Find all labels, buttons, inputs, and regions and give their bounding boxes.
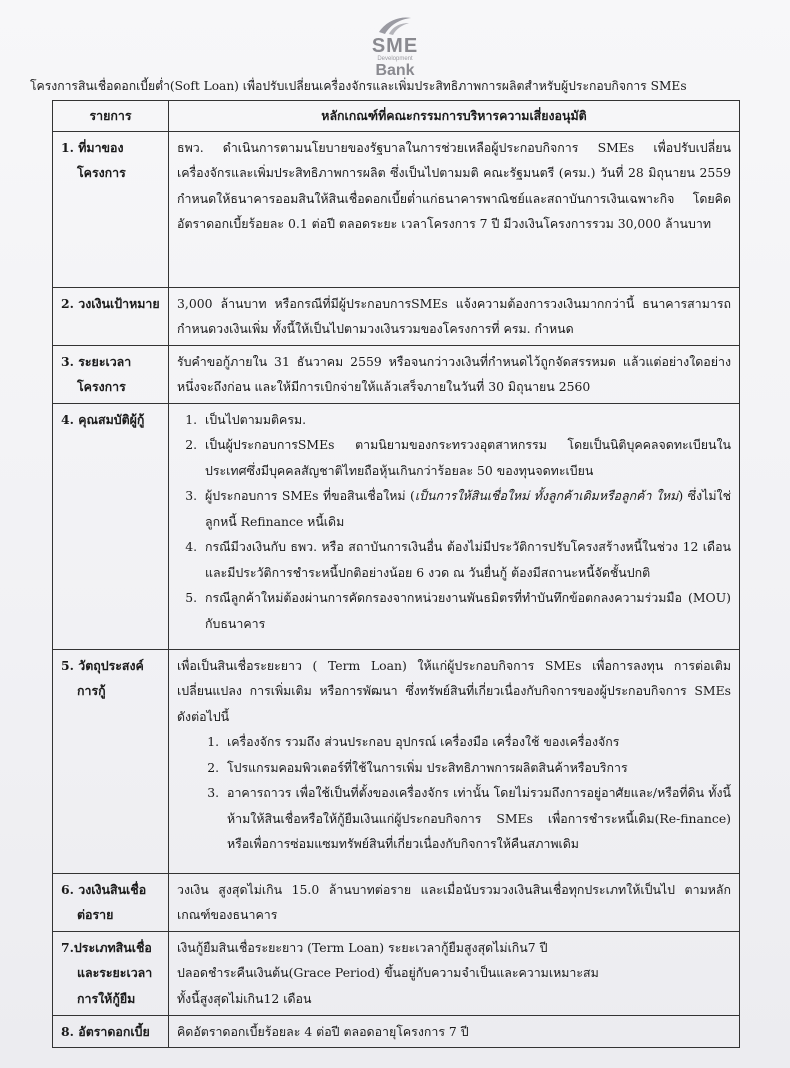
row-label-line: 6. วงเงินสินเชื่อ <box>61 881 147 897</box>
qualification-list <box>177 407 731 637</box>
row-label-line: 3. ระยะเวลา <box>61 353 132 369</box>
row-content <box>169 649 740 873</box>
list-item: 4. กรณีมีวงเงินกับ ธพว. หรือ สถาบันการเงินอื่น ต้องไม่มีประวัติการปรับโครงสร้างหนี้ในช่วง 12 เดือน และมีประวัติการชำระหนี้ปกติอย่างน้อย 6 งวด ณ วันยื่นกู้ ต้องมีสถานะหนี้จัดชั้นปกติ <box>201 534 731 585</box>
row-label <box>53 345 169 403</box>
list-item: 3. อาคารถาวร เพื่อใช้เป็นที่ตั้งของเครื่องจักร เท่านั้น โดยไม่รวมถึงการอยู่อาศัยและ/หรือที่ดิน ทั้งนี้ ห้ามให้สินเชื่อหรือให้กู้ยืมเงินแก่ผู้ประกอบกิจการ SMEs เพื่อการชำระหนี้เดิม(Re-finance) หรือเพื่อการซ่อมแซมทรัพย์สินที่เกี่ยวเนื่องกับกิจการให้คืนสภาพเดิม <box>223 780 731 857</box>
row-label-line: การกู้ <box>77 683 106 698</box>
row-label-line: 5. วัตถุประสงค์ <box>61 657 144 673</box>
table-row <box>53 403 740 649</box>
sme-bank-logo <box>0 14 790 79</box>
row-label-line: และระยะเวลา <box>77 965 153 980</box>
row-content <box>169 931 740 1015</box>
list-item: 1. เครื่องจักร รวมถึง ส่วนประกอบ อุปกรณ์ เครื่องมือ เครื่องใช้ ของเครื่องจักร <box>223 729 731 755</box>
row-text: คิดอัตราดอกเบี้ยร้อยละ 4 ต่อปี ตลอดอายุโครงการ 7 ปี <box>169 1015 740 1048</box>
row-line: ปลอดชำระคืนเงินต้น(Grace Period) ขึ้นอยู่กับความจำเป็นและความเหมาะสม <box>177 965 599 980</box>
logo-bank-text: Bank <box>375 62 415 79</box>
list-item: 2. โปรแกรมคอมพิวเตอร์ที่ใช้ในการเพิ่ม ประสิทธิภาพการผลิตสินค้าหรือบริการ <box>223 755 731 781</box>
column-header-criteria: หลักเกณฑ์ที่คณะกรรมการบริหารความเสี่ยงอนุมัติ <box>169 101 740 132</box>
logo-subtext: Development <box>377 56 413 62</box>
row-label-line: โครงการ <box>77 165 126 180</box>
column-header-item: รายการ <box>53 101 169 132</box>
table-row <box>53 1015 740 1048</box>
objective-intro: เพื่อเป็นสินเชื่อระยะยาว ( Term Loan) ให้แก่ผู้ประกอบกิจการ SMEs เพื่อการลงทุน การต่อเติมเปลี่ยนแปลง การเพิ่มเติม หรือการพัฒนา ซึ่งทรัพย์สินที่เกี่ยวเนื่องกับกิจการของผู้ประกอบกิจการ SMEs ดังต่อไปนี้ <box>177 657 731 724</box>
row-label-line: 8. อัตราดอกเบี้ย <box>61 1023 150 1039</box>
list-item <box>201 483 731 534</box>
table-row <box>53 287 740 345</box>
table-row <box>53 873 740 931</box>
list-item-text: ผู้ประกอบการ SMEs ที่ขอสินเชื่อใหม่ (เป็นการให้สินเชื่อใหม่ ทั้งลูกค้าเดิมหรือลูกค้า ใหม่) ซึ่งไม่ใช่ลูกหนี้ Refinance หนี้เดิม <box>205 488 731 529</box>
row-label <box>53 287 169 345</box>
row-label-line: โครงการ <box>77 379 126 394</box>
row-label <box>53 873 169 931</box>
row-text: รับคำขอกู้ภายใน 31 ธันวาคม 2559 หรือจนกว่าวงเงินที่กำหนดไว้ถูกจัดสรรหมด แล้วแต่อย่างใดอย่างหนึ่งจะถึงก่อน และให้มีการเบิกจ่ายให้แล้วเสร็จภายในวันที่ 30 มิถุนายน 2560 <box>169 345 740 403</box>
row-label <box>53 403 169 649</box>
row-label-line: 2. วงเงินเป้าหมาย <box>61 295 160 311</box>
row-content <box>169 403 740 649</box>
row-line: ทั้งนี้สูงสุดไม่เกิน12 เดือน <box>177 990 312 1006</box>
table-row <box>53 345 740 403</box>
table-row <box>53 649 740 873</box>
swoosh-icon <box>375 14 415 36</box>
document-title: โครงการสินเชื่อดอกเบี้ยต่ำ(Soft Loan) เพื่อปรับเปลี่ยนเครื่องจักรและเพิ่มประสิทธิภาพการผลิตสำหรับผู้ประกอบกิจการ SMEs <box>30 79 687 93</box>
row-line: เงินกู้ยืมสินเชื่อระยะยาว (Term Loan) ระยะเวลากู้ยืมสูงสุดไม่เกิน7 ปี <box>177 939 548 955</box>
list-item: 5. กรณีลูกค้าใหม่ต้องผ่านการคัดกรองจากหน่วยงานพันธมิตรที่ทำบันทึกข้อตกลงความร่วมมือ (MOU) กับธนาคาร <box>201 585 731 636</box>
objective-list <box>177 729 731 857</box>
row-text: วงเงิน สูงสุดไม่เกิน 15.0 ล้านบาทต่อราย และเมื่อนับรวมวงเงินสินเชื่อทุกประเภทให้เป็นไป ตามหลักเกณฑ์ของธนาคาร <box>169 873 740 931</box>
table-header-row <box>53 101 740 132</box>
row-label <box>53 1015 169 1048</box>
row-text: 3,000 ล้านบาท หรือกรณีที่มีผู้ประกอบการSMEs แจ้งความต้องการวงเงินมากกว่านี้ ธนาคารสามารถกำหนดวงเงินเพิ่ม ทั้งนี้ให้เป็นไปตามวงเงินรวมของโครงการที่ ครม. กำหนด <box>169 287 740 345</box>
table-row <box>53 931 740 1015</box>
row-label-line: ต่อราย <box>77 907 114 922</box>
logo-text: SME <box>371 35 419 57</box>
row-text: ธพว. ดำเนินการตามนโยบายของรัฐบาลในการช่วยเหลือผู้ประกอบกิจการ SMEs เพื่อปรับเปลี่ยนเครื่องจักรและเพิ่มประสิทธิภาพการผลิต ซึ่งเป็นไปตามมติ คณะรัฐมนตรี (ครม.) วันที่ 28 มิถุนายน 2559 กำหนดให้ธนาคารออมสินให้สินเชื่อดอกเบี้ยต่ำแก่ธนาคารพาณิชย์และสถาบันการเงินเฉพาะกิจ โดยคิดอัตราดอกเบี้ยร้อยละ 0.1 ต่อปี ตลอดระยะ เวลาโครงการ 7 ปี มีวงเงินโครงการรวม 30,000 ล้านบาท <box>169 131 740 287</box>
row-label <box>53 131 169 287</box>
row-label-line: 1. ที่มาของ <box>61 139 124 155</box>
table-row <box>53 131 740 287</box>
row-label-line: 4. คุณสมบัติผู้กู้ <box>61 411 145 427</box>
criteria-table <box>52 100 740 1048</box>
row-label-line: 7.ประเภทสินเชื่อ <box>61 939 152 955</box>
row-label-line: การให้กู้ยืม <box>77 990 136 1006</box>
list-item: 2. เป็นผู้ประกอบการSMEs ตามนิยามของกระทรวงอุตสาหกรรม โดยเป็นนิติบุคคลจดทะเบียนในประเทศซึ่งมีบุคคลสัญชาติไทยถือหุ้นเกินกว่าร้อยละ 50 ของทุนจดทะเบียน <box>201 432 731 483</box>
list-item: 1. เป็นไปตามมติครม. <box>201 407 731 433</box>
row-label <box>53 649 169 873</box>
row-label <box>53 931 169 1015</box>
